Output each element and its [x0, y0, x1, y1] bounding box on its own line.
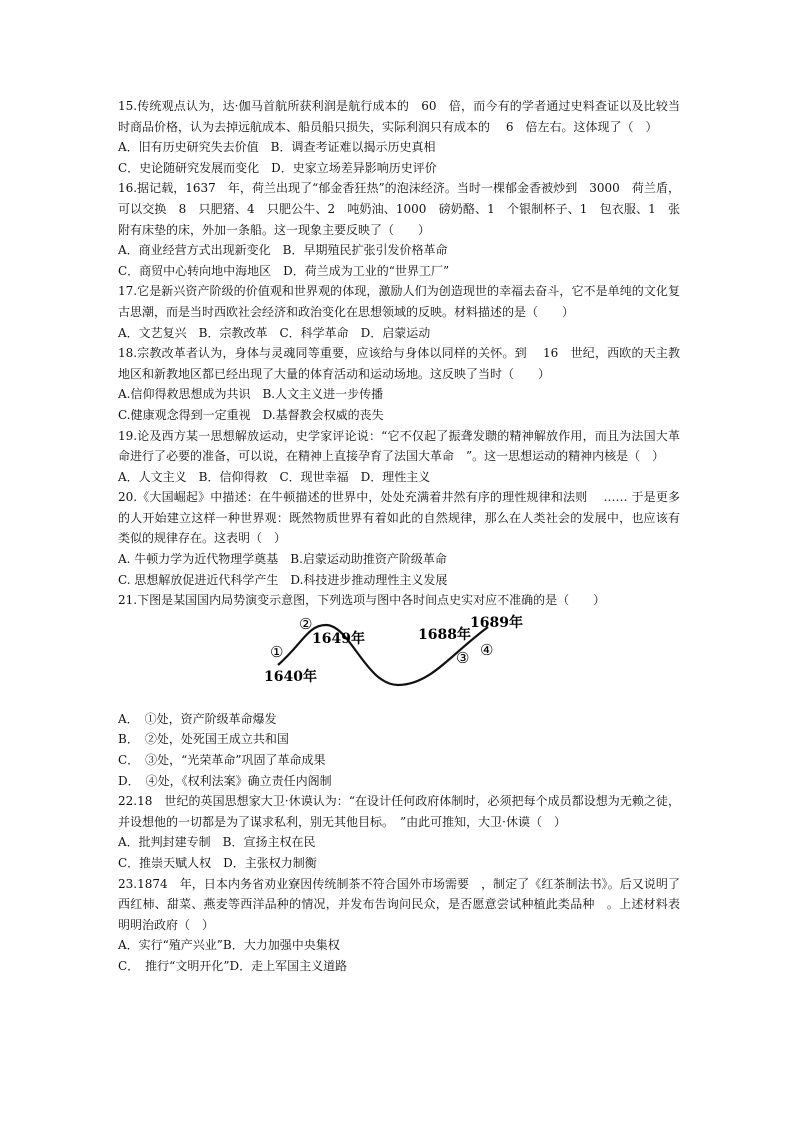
year-label-1640: 1640年 [264, 668, 317, 685]
year-label-1689: 1689年 [470, 614, 523, 631]
question-stem: 21.下图是某国国内局势演变示意图，下列选项与图中各时间点史实对应不准确的是（ ） [118, 593, 606, 608]
option-line[interactable]: A．商业经营方式出现新变化 B．早期殖民扩张引发价格革命 [118, 243, 448, 258]
marker-3: ③ [456, 648, 470, 667]
option-line[interactable]: C． ③处，“光荣革命”巩固了革命成果 [118, 753, 326, 768]
marker-4: ④ [480, 640, 494, 659]
marker-2: ② [299, 614, 313, 633]
option-line[interactable]: A．文艺复兴 B．宗教改革 C．科学革命 D．启蒙运动 [118, 325, 431, 340]
option-line[interactable]: B． ②处，处死国王成立共和国 [118, 732, 289, 747]
option-line[interactable]: A.信仰得救思想成为共识 B.人文主义进一步传播 [118, 387, 384, 402]
option-line[interactable]: C．史论随研究发展而变化 D．史家立场差异影响历史评价 [118, 160, 437, 175]
question-stem: 20.《大国崛起》中描述：在牛顿描述的世界中，处处充满着井然有序的理性规律和法则 …… 于是更多的人开始建立这样一种世界观：既然物质世界有着如此的自然规律，那么在人类社会的发展中，也应该有类似的规律存在。这表明（ ） [118, 490, 680, 546]
question-20 [118, 487, 680, 590]
timeline-figure [118, 613, 680, 709]
option-line[interactable]: C．推崇天赋人权 D．主张权力制衡 [118, 856, 317, 870]
question-15 [118, 96, 680, 178]
option-line[interactable]: A. 牛顿力学为近代物理学奠基 B.启蒙运动助推资产阶级革命 [118, 552, 447, 567]
question-16 [118, 178, 680, 281]
option-line[interactable]: D． ④处，《权利法案》确立责任内阁制 [118, 773, 332, 788]
question-18 [118, 343, 680, 425]
option-line[interactable]: A．批判封建专制 B．宣扬主权在民 [118, 835, 316, 850]
situation-curve-diagram [258, 613, 548, 709]
question-17 [118, 281, 680, 343]
question-stem: 15.传统观点认为，达·伽马首航所获利润是航行成本的 60 倍，而今有的学者通过史料查证以及比较当时商品价格，认为去掉远航成本、船员船只损失，实际利润只有成本的 6 倍左右。这体现了（ ） [118, 99, 680, 134]
question-stem: 22.18 世纪的英国思想家大卫·休谟认为：“在设计任何政府体制时，必须把每个成员都设想为无赖之徒，并设想他的一切都是为了谋求私利，别无其他目标。 ”由此可推知，大卫·休谟（ ） [118, 794, 680, 829]
question-stem: 19.论及西方某一思想解放运动，史学家评论说：“它不仅起了振聋发聩的精神解放作用，而且为法国大革命进行了必要的准备，可以说，在精神上直接孕育了法国大革命 ”。这一思想运动的精神内核是（ ） [118, 428, 680, 464]
question-stem: 23.1874 年，日本内务省劝业寮因传统制茶不符合国外市场需要 ，制定了《红茶制法书》。后又说明了西红柿、甜菜、燕麦等西洋品种的情况，并发布告询问民众，是否愿意尝试种植此类品种 。上述材料表明明治政府（ ） [118, 876, 680, 932]
option-line[interactable]: A．实行“殖产兴业”B．大力加强中央集权 [118, 938, 340, 953]
exam-page [118, 96, 680, 977]
marker-1: ① [270, 642, 284, 661]
option-line[interactable]: A．人文主义 B．信仰得救 C．现世幸福 D．理性主义 [118, 469, 431, 484]
question-21 [118, 590, 680, 791]
option-line[interactable]: C. 思想解放促进近代科学产生 D.科技进步推动理性主义发展 [118, 572, 448, 587]
option-line[interactable]: C．商贸中心转向地中海地区 D．荷兰成为工业的“世界工厂” [118, 263, 450, 278]
question-stem: 18.宗教改革者认为，身体与灵魂同等重要，应该给与身体以同样的关怀。到 16 世纪，西欧的天主教地区和新教地区都已经出现了大量的体育活动和运动场地。这反映了当时（ ） [118, 346, 680, 381]
question-stem: 16.据记载，1637 年，荷兰出现了“郁金香狂热”的泡沫经济。当时一棵郁金香被炒到 3000 荷兰盾，可以交换 8 只肥猪、4 只肥公牛、2 吨奶油、1000 磅奶酪、1 个银制杯子、1 包衣服、1 张附有床垫的床，外加一条船。这一现象主要反映了（ ） [118, 181, 680, 237]
year-label-1649: 1649年 [312, 630, 365, 647]
question-19 [118, 426, 680, 488]
question-stem: 17.它是新兴资产阶级的价值观和世界观的体现，激励人们为创造现世的幸福去奋斗，它不是单纯的文化复古思潮，而是当时西欧社会经济和政治变化在思想领域的反映。材料描述的是（ ） [118, 284, 680, 319]
option-line[interactable]: C． 推行“文明开化”D．走上军国主义道路 [118, 958, 348, 973]
option-line[interactable]: C.健康观念得到一定重视 D.基督教会权威的丧失 [118, 407, 384, 422]
year-label-1688: 1688年 [418, 626, 471, 643]
question-22 [118, 791, 680, 873]
option-line[interactable]: A． ①处，资产阶级革命爆发 [118, 711, 277, 726]
option-line[interactable]: A．旧有历史研究失去价值 B．调查考证难以揭示历史真相 [118, 140, 436, 155]
question-23 [118, 874, 680, 977]
